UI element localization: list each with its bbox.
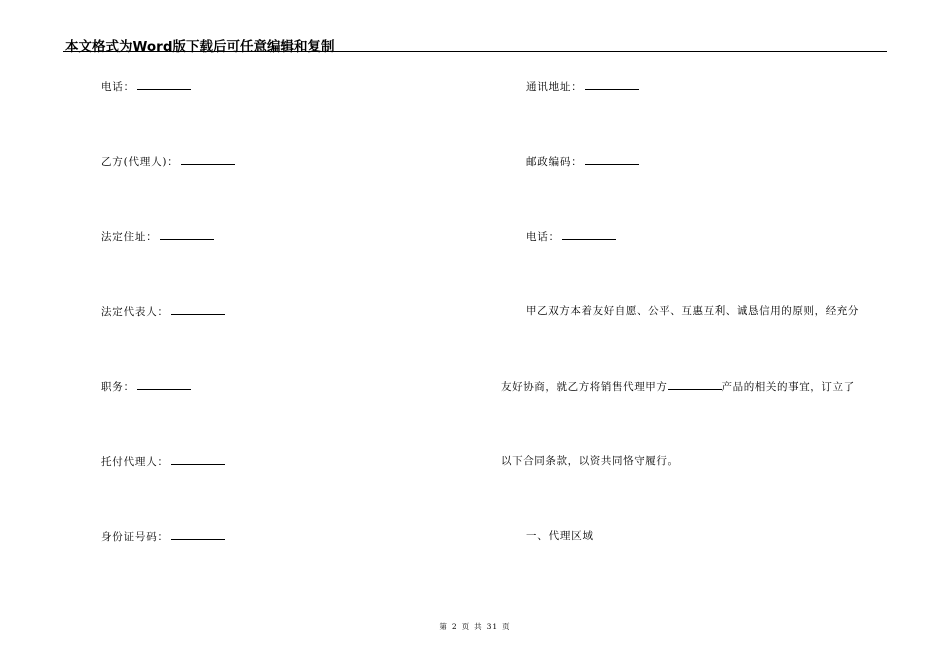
mailing-address-line: [526, 79, 639, 94]
paragraph-line-3: 以下合同条款，以资共同恪守履行。: [501, 455, 679, 467]
legal-rep-blank: [171, 304, 225, 315]
paragraph-line-2-end: 产品的相关的事宜，订立了: [721, 381, 855, 393]
id-number-label: 身份证号码：: [101, 531, 169, 543]
position-label: 职务：: [101, 381, 135, 393]
postcode-blank: [585, 154, 639, 165]
paragraph-line-2-start: 友好协商，就乙方将销售代理甲方: [501, 381, 668, 393]
paragraph-line-1: 甲乙双方本着友好自愿、公平、互惠互利、诚恳信用的原则，经充分: [526, 305, 859, 317]
mailing-address-blank: [585, 79, 639, 90]
phone-line-left: [101, 79, 191, 94]
phone-blank-right: [562, 229, 616, 240]
legal-address-line: [101, 229, 214, 244]
footer-total-prefix: 共: [474, 622, 483, 631]
section-heading-agency-region: 一、代理区域: [526, 530, 594, 542]
footer-prefix: 第: [439, 622, 448, 631]
phone-line-right: [526, 229, 616, 244]
legal-address-label: 法定住址：: [101, 231, 158, 243]
footer-total-unit: 页: [502, 622, 511, 631]
mailing-address-label: 通讯地址：: [526, 81, 583, 93]
document-header-title: 本文格式为Word版下载后可任意编辑和复制: [65, 39, 335, 55]
agent-line: [101, 454, 225, 469]
id-number-blank: [171, 529, 225, 540]
id-number-line: [101, 529, 225, 544]
page-number-footer: [0, 621, 950, 632]
agent-label: 托付代理人：: [101, 456, 169, 468]
legal-rep-line: [101, 304, 225, 319]
product-blank: [668, 379, 722, 390]
party-b-line: [101, 154, 235, 169]
party-b-blank: [181, 154, 235, 165]
phone-label-right: 电话：: [526, 231, 560, 243]
agent-blank: [171, 454, 225, 465]
header-divider: [63, 51, 887, 52]
legal-rep-label: 法定代表人：: [101, 306, 169, 318]
phone-blank: [137, 79, 191, 90]
paragraph-line-2: [501, 379, 855, 394]
phone-label: 电话：: [101, 81, 135, 93]
position-line: [101, 379, 191, 394]
footer-total: 31: [486, 622, 499, 631]
postcode-line: [526, 154, 639, 169]
postcode-label: 邮政编码：: [526, 156, 583, 168]
footer-page-unit: 页: [461, 622, 471, 631]
position-blank: [137, 379, 191, 390]
footer-page: 2: [451, 622, 458, 631]
party-b-label: 乙方(代理人)：: [101, 156, 179, 168]
legal-address-blank: [160, 229, 214, 240]
